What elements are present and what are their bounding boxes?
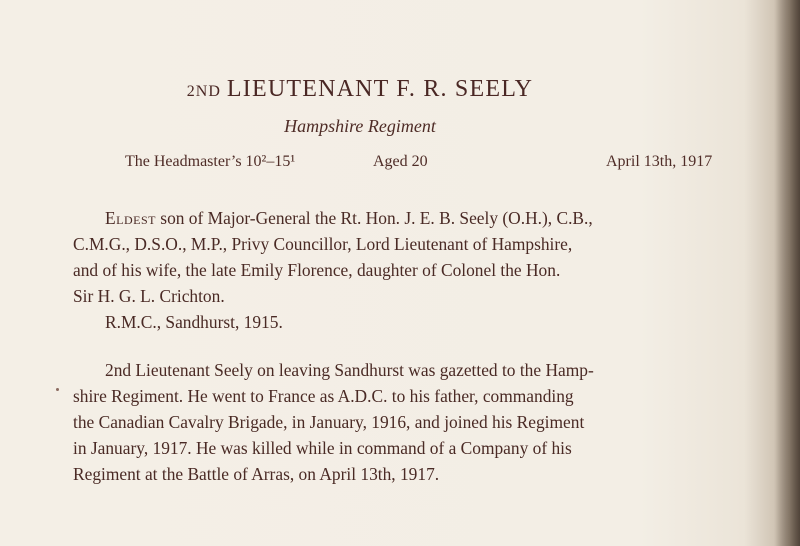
text-fragment: son of Major-General the Rt. Hon. J. E. B. Seely (O.H.), C.B., <box>155 208 593 228</box>
lead-word: Eldest <box>105 208 156 228</box>
entry-heading <box>0 76 720 103</box>
rank-prefix: 2ND <box>186 83 221 100</box>
paper-speck <box>56 388 59 391</box>
text-line: Regiment at the Battle of Arras, on April 13th, 1917. <box>73 464 440 484</box>
house-info: The Headmaster’s 10²–15¹ <box>125 153 296 170</box>
text-line: 2nd Lieutenant Seely on leaving Sandhurst was gazetted to the Hamp- <box>105 360 594 380</box>
entry-title: LIEUTENANT F. R. SEELY <box>226 76 534 102</box>
text-line <box>73 205 753 231</box>
biography-paragraph <box>73 205 753 335</box>
text-line: shire Regiment. He went to France as A.D.C. to his father, commanding <box>73 386 574 406</box>
text-line: in January, 1917. He was killed while in command of a Company of his <box>73 438 572 458</box>
text-line: and of his wife, the late Emily Florence, daughter of Colonel the Hon. <box>73 260 561 280</box>
age-info: Aged 20 <box>373 153 428 170</box>
service-paragraph <box>73 357 753 487</box>
text-line: R.M.C., Sandhurst, 1915. <box>105 312 283 332</box>
text-line: C.M.G., D.S.O., M.P., Privy Councillor, Lord Lieutenant of Hampshire, <box>73 234 573 254</box>
regiment-subtitle: Hampshire Regiment <box>284 116 436 136</box>
text-line: the Canadian Cavalry Brigade, in January, 1916, and joined his Regiment <box>73 412 585 432</box>
page-gutter-shadow <box>774 0 800 546</box>
date-info: April 13th, 1917 <box>606 153 713 170</box>
text-line: Sir H. G. L. Crichton. <box>73 286 225 306</box>
